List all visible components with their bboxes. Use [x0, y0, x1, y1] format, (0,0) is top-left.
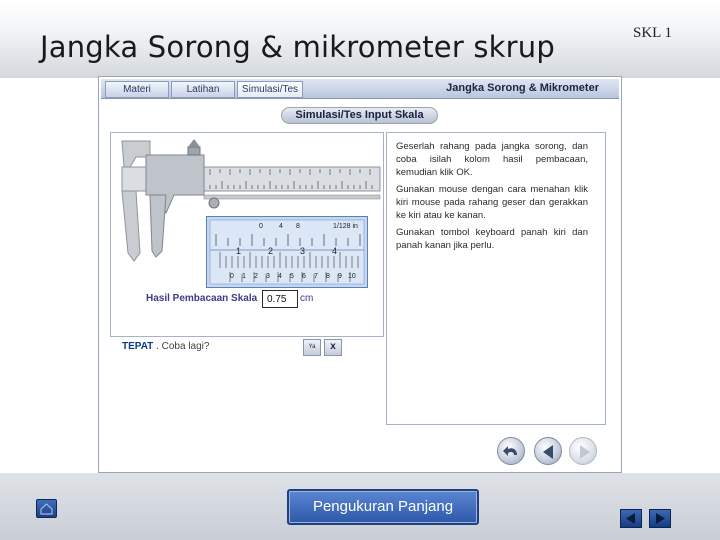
result-message: . Coba lagi? — [156, 341, 210, 352]
tab-simulasi[interactable]: Simulasi/Tes — [237, 81, 303, 98]
previous-button[interactable] — [534, 437, 562, 465]
next-triangle-icon — [650, 510, 670, 527]
home-button[interactable] — [36, 499, 57, 518]
vernier-number: 5 — [290, 273, 294, 280]
app-tab-bar — [101, 79, 619, 99]
instructions-text — [396, 140, 588, 256]
skl-label: SKL 1 — [633, 25, 673, 41]
zoom-scale-label: 1/128 in — [333, 223, 358, 230]
slide-previous-button[interactable] — [620, 509, 642, 528]
zoom-upper-number: 4 — [279, 223, 283, 230]
zoom-lower-number: 4 — [332, 246, 338, 256]
vernier-number: 6 — [302, 273, 306, 280]
reading-label: Hasil Pembacaan Skala — [146, 293, 258, 304]
zoom-lower-number: 1 — [236, 246, 242, 256]
reading-input[interactable] — [262, 290, 298, 308]
result-text — [122, 341, 209, 352]
sliding-jaw-lower — [150, 195, 166, 257]
instructions-paragraph: Geserlah rahang pada jangka sorong, dan coba isilah kolom hasil pembacaan, kemudian klik OK. — [396, 141, 588, 178]
instructions-paragraph: Gunakan tombol keyboard panah kiri dan panah kanan jika perlu. — [396, 227, 588, 251]
vernier-number: 0 — [230, 273, 234, 280]
next-triangle-icon — [573, 441, 595, 463]
vernier-number: 3 — [266, 273, 270, 280]
next-button[interactable] — [569, 437, 597, 465]
back-arrow-icon — [501, 441, 523, 463]
reading-unit: cm — [300, 293, 314, 304]
pengukuran-panjang-button[interactable]: Pengukuran Panjang — [287, 489, 479, 525]
home-icon — [37, 500, 56, 517]
no-button[interactable]: x — [324, 339, 342, 356]
previous-triangle-icon — [538, 441, 560, 463]
simulation-heading: Simulasi/Tes Input Skala — [281, 107, 438, 124]
slide-next-button[interactable] — [649, 509, 671, 528]
depth-rod — [204, 195, 380, 199]
zoom-upper-number: 8 — [296, 223, 300, 230]
tab-materi[interactable]: Materi — [105, 81, 169, 98]
thumb-screw-head — [188, 139, 200, 147]
yes-button[interactable]: Ya — [303, 339, 321, 356]
fixed-jaw-lower — [122, 191, 140, 261]
thumb-screw — [188, 147, 200, 155]
zoom-lower-number: 2 — [268, 246, 274, 256]
vernier-number: 10 — [348, 273, 356, 280]
tab-latihan[interactable]: Latihan — [171, 81, 235, 98]
result-status: TEPAT — [122, 341, 154, 352]
zoom-upper-number: 0 — [259, 223, 263, 230]
instructions-paragraph: Gunakan mouse dengan cara menahan klik kiri mouse pada rahang geser dan gerakkan ke kiri atau ke kanan. — [396, 184, 588, 221]
vernier-number: 8 — [326, 273, 330, 280]
vernier-number: 7 — [314, 273, 318, 280]
slide-title: Jangka Sorong & mikrometer skrup — [40, 30, 555, 64]
back-button[interactable] — [497, 437, 525, 465]
previous-triangle-icon — [621, 510, 641, 527]
app-title: Jangka Sorong & Mikrometer — [446, 82, 599, 94]
lock-screw — [209, 198, 219, 208]
vernier-number: 1 — [242, 273, 246, 280]
vernier-scale-numbers — [226, 273, 372, 285]
zoom-lower-number: 3 — [300, 246, 306, 256]
vernier-number: 2 — [254, 273, 258, 280]
vernier-number: 4 — [278, 273, 282, 280]
vernier-number: 9 — [338, 273, 342, 280]
